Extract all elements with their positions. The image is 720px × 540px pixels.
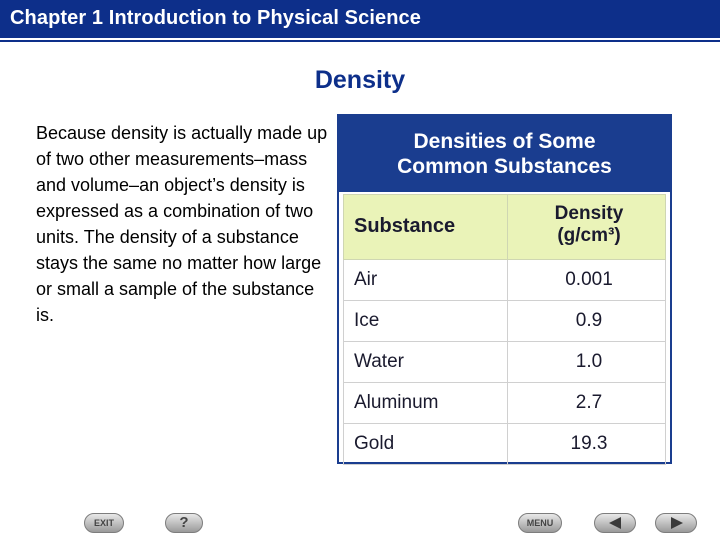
table-title-line1: Densities of Some <box>413 130 596 153</box>
column-divider <box>507 195 508 259</box>
table-row <box>343 260 666 301</box>
column-density-unit: (g/cm³) <box>557 225 621 246</box>
column-substance: Substance <box>354 215 456 237</box>
substance-cell: Gold <box>354 433 395 454</box>
table-row <box>343 424 666 465</box>
column-divider <box>507 383 508 423</box>
density-cell: 19.3 <box>570 433 608 454</box>
column-divider <box>507 301 508 341</box>
table-title <box>339 116 670 192</box>
substance-cell: Water <box>354 351 404 372</box>
density-cell: 0.9 <box>575 310 603 331</box>
body-paragraph: Because density is actually made up of two other measurements–mass and volume–an object’s density is expressed as a combination of two units. The density of a substance stays the same no matter how large or small a sample of the substance is. <box>36 123 328 325</box>
help-button[interactable]: ? <box>165 513 203 533</box>
table-row <box>343 301 666 342</box>
column-density <box>524 203 654 247</box>
density-cell: 2.7 <box>575 392 603 413</box>
substance-cell: Air <box>354 269 378 290</box>
exit-button[interactable]: EXIT <box>84 513 124 533</box>
column-divider <box>507 342 508 382</box>
table-column-header <box>343 194 666 260</box>
substance-cell: Ice <box>354 310 380 331</box>
left-arrow-icon <box>609 517 621 529</box>
density-table <box>337 114 672 464</box>
slide-title: Density <box>314 66 406 94</box>
density-cell: 0.001 <box>565 269 613 290</box>
previous-button[interactable] <box>594 513 636 533</box>
column-divider <box>507 424 508 464</box>
column-density-label: Density <box>554 203 624 224</box>
table-row <box>343 383 666 424</box>
menu-button[interactable]: MENU <box>518 513 562 533</box>
density-cell: 1.0 <box>575 351 603 372</box>
next-button[interactable] <box>655 513 697 533</box>
substance-cell: Aluminum <box>354 392 439 413</box>
header-bar <box>0 0 720 40</box>
column-divider <box>507 260 508 300</box>
table-row <box>343 342 666 383</box>
table-title-line2: Common Substances <box>397 155 612 178</box>
right-arrow-icon <box>671 517 683 529</box>
chapter-title: Chapter 1 Introduction to Physical Science <box>10 7 421 29</box>
table-body <box>343 260 666 465</box>
